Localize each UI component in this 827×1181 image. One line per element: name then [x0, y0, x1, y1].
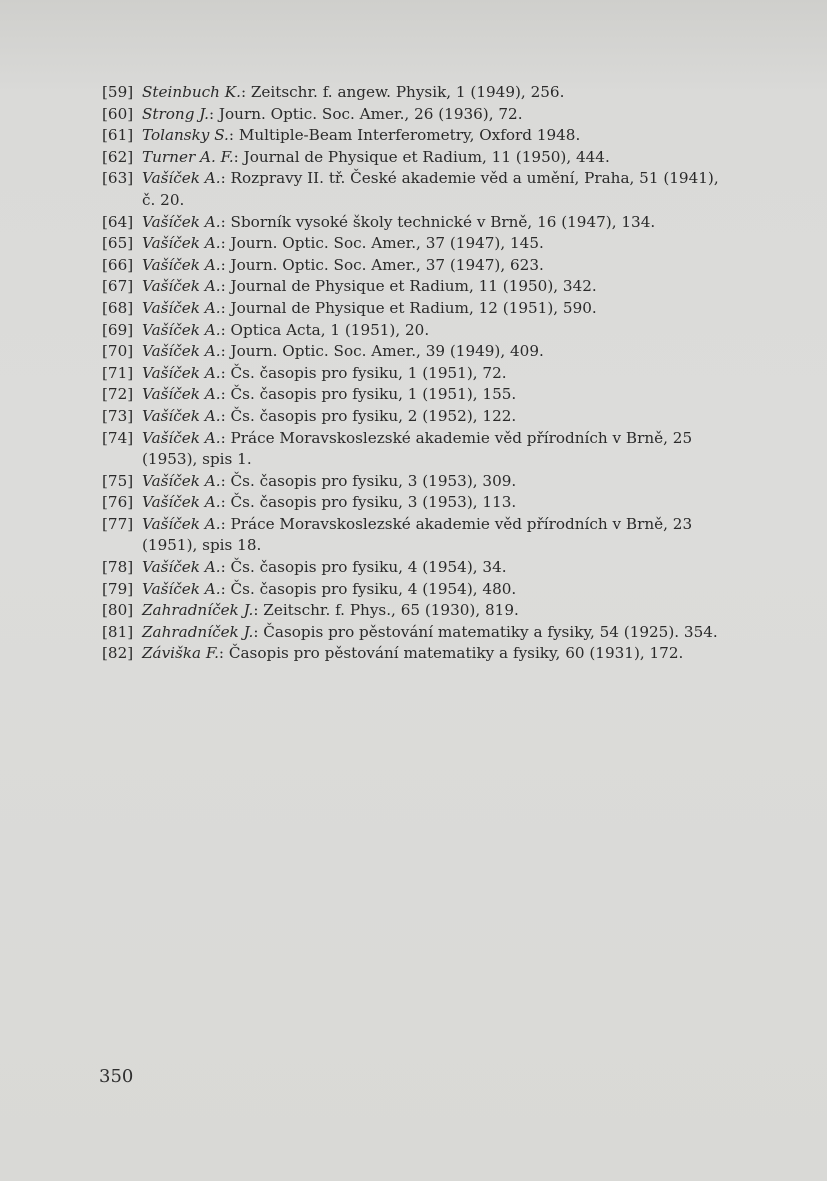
reference-item [102, 125, 772, 147]
reference-text: : Optica Acta, 1 (1951), 20. [220, 320, 430, 339]
reference-item [102, 406, 772, 428]
reference-text: : Zeitschr. f. angew. Physik, 1 (1949), 256. [240, 83, 565, 101]
reference-number: [67] [102, 277, 134, 296]
reference-author: Turner A. F. [142, 147, 234, 166]
reference-text: : Čs. časopis pro fysiku, 4 (1954), 34. [220, 558, 507, 577]
reference-text: : Journ. Optic. Soc. Amer., 37 (1947), 145. [220, 234, 544, 253]
reference-text: : Journ. Optic. Soc. Amer., 37 (1947), 623. [220, 255, 544, 274]
reference-text: : Čs. časopis pro fysiku, 4 (1954), 480. [220, 579, 517, 598]
reference-number: [74] [102, 428, 134, 447]
reference-number: [82] [102, 644, 134, 663]
reference-text: : Journal de Physique et Radium, 11 (1950), 342. [220, 277, 597, 296]
reference-number: [72] [102, 385, 134, 404]
reference-text: : Journal de Physique et Radium, 12 (1951), 590. [220, 298, 597, 317]
reference-number: [68] [102, 298, 134, 317]
reference-author: Tolansky S. [142, 126, 229, 145]
reference-item [102, 471, 772, 493]
reference-item [102, 428, 772, 471]
reference-text: : Čs. časopis pro fysiku, 3 (1953), 309. [220, 471, 517, 490]
reference-author: Vašíček A. [142, 558, 221, 577]
reference-text: : Práce Moravskoslezské akademie věd přírodních v Brně, 23 [220, 514, 693, 533]
reference-text: : Journal de Physique et Radium, 11 (1950), 444. [233, 147, 610, 166]
reference-number: [73] [102, 406, 134, 425]
reference-item [102, 82, 772, 104]
reference-item [102, 363, 772, 385]
reference-author: Vašíček A. [142, 514, 221, 533]
reference-continuation: č. 20. [142, 190, 185, 209]
reference-text: : Sborník vysoké školy technické v Brně, 16 (1947), 134. [220, 212, 656, 231]
reference-number: [62] [102, 147, 134, 166]
reference-item [102, 492, 772, 514]
reference-text: : Journ. Optic. Soc. Amer., 39 (1949), 409. [220, 342, 544, 361]
reference-author: Vašíček A. [142, 320, 221, 339]
reference-number: [69] [102, 320, 134, 339]
reference-text: : Práce Moravskoslezské akademie věd přírodních v Brně, 25 [220, 428, 693, 447]
reference-author: Vašíček A. [142, 406, 221, 425]
reference-item [102, 320, 772, 342]
reference-number: [66] [102, 255, 134, 274]
reference-number: [75] [102, 471, 134, 490]
reference-number: [80] [102, 601, 134, 620]
reference-number: [60] [102, 104, 134, 123]
reference-author: Vašíček A. [142, 385, 221, 404]
reference-author: Zahradníček J. [142, 622, 254, 641]
reference-number: [79] [102, 579, 134, 598]
reference-item [102, 514, 772, 557]
reference-text: : Journ. Optic. Soc. Amer., 26 (1936), 72. [208, 104, 523, 123]
reference-author: Steinbuch K. [142, 83, 241, 101]
page-number: 350 [99, 1066, 134, 1087]
reference-number: [63] [102, 169, 134, 188]
reference-item [102, 212, 772, 234]
reference-author: Vašíček A. [142, 298, 221, 317]
reference-author: Strong J. [142, 104, 209, 123]
reference-author: Záviška F. [142, 644, 219, 663]
reference-author: Vašíček A. [142, 212, 221, 231]
reference-item [102, 255, 772, 277]
reference-text: : Rozpravy II. tř. České akademie věd a umění, Praha, 51 (1941), [220, 169, 719, 188]
reference-author: Zahradníček J. [142, 601, 254, 620]
reference-number: [76] [102, 493, 134, 512]
reference-item [102, 168, 772, 211]
reference-author: Vašíček A. [142, 234, 221, 253]
reference-number: [78] [102, 558, 134, 577]
reference-text: : Čs. časopis pro fysiku, 1 (1951), 155. [220, 385, 517, 404]
reference-item [102, 557, 772, 579]
reference-item [102, 643, 772, 665]
reference-number: [71] [102, 363, 134, 382]
reference-number: [70] [102, 342, 134, 361]
reference-item [102, 579, 772, 601]
reference-item [102, 298, 772, 320]
reference-number: [59] [102, 83, 134, 101]
reference-number: [77] [102, 514, 134, 533]
reference-number: [65] [102, 234, 134, 253]
reference-list [102, 82, 772, 665]
reference-text: : Čs. časopis pro fysiku, 3 (1953), 113. [220, 493, 517, 512]
reference-text: : Čs. časopis pro fysiku, 1 (1951), 72. [220, 363, 507, 382]
reference-item [102, 622, 772, 644]
reference-item [102, 233, 772, 255]
reference-text: : Čs. časopis pro fysiku, 2 (1952), 122. [220, 406, 517, 425]
reference-continuation: (1951), spis 18. [142, 536, 262, 555]
reference-item [102, 600, 772, 622]
reference-author: Vašíček A. [142, 493, 221, 512]
reference-number: [61] [102, 126, 134, 145]
reference-number: [81] [102, 622, 134, 641]
reference-item [102, 276, 772, 298]
reference-item [102, 384, 772, 406]
reference-author: Vašíček A. [142, 471, 221, 490]
reference-text: : Časopis pro pěstování matematiky a fysiky, 54 (1925). 354. [253, 622, 718, 641]
reference-text: : Časopis pro pěstování matematiky a fysiky, 60 (1931), 172. [218, 644, 684, 663]
reference-author: Vašíček A. [142, 342, 221, 361]
reference-item [102, 147, 772, 169]
reference-author: Vašíček A. [142, 428, 221, 447]
reference-item [102, 341, 772, 363]
reference-number: [64] [102, 212, 134, 231]
reference-text: : Zeitschr. f. Phys., 65 (1930), 819. [253, 601, 519, 620]
reference-author: Vašíček A. [142, 169, 221, 188]
reference-text: : Multiple-Beam Interferometry, Oxford 1948. [228, 126, 581, 145]
reference-item [102, 104, 772, 126]
reference-author: Vašíček A. [142, 277, 221, 296]
reference-author: Vašíček A. [142, 255, 221, 274]
reference-author: Vašíček A. [142, 579, 221, 598]
reference-continuation: (1953), spis 1. [142, 450, 252, 469]
reference-author: Vašíček A. [142, 363, 221, 382]
